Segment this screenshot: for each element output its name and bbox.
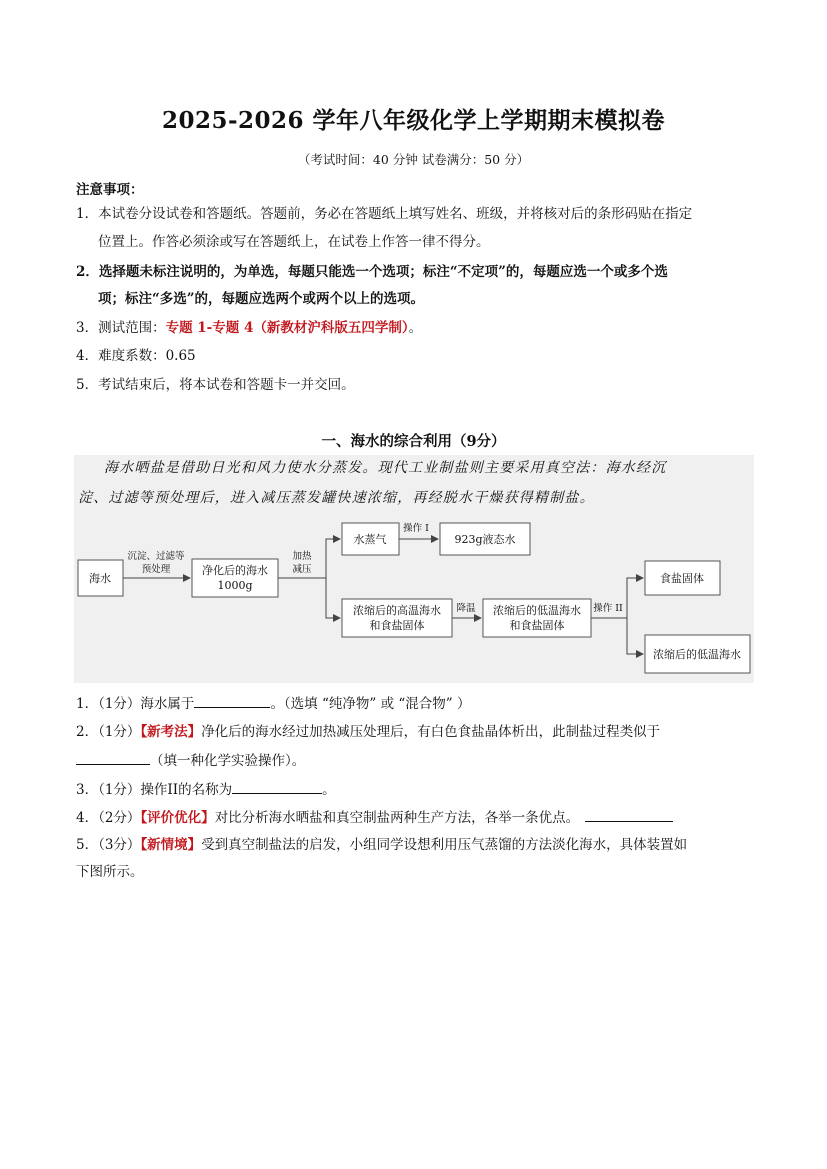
note-item-3-prefix: 3．测试范围： bbox=[76, 320, 166, 336]
test-range: 专题 1-专题 4（新教材沪科版五四学制） bbox=[165, 320, 409, 336]
label-vapor: 水蒸气 bbox=[353, 533, 387, 546]
note-item-1-line2: 位置上。作答必须涂或写在答题纸上，在试卷上作答一律不得分。 bbox=[98, 234, 490, 250]
label-final-cold: 浓缩后的低温海水 bbox=[653, 648, 741, 661]
note-item-2-line2: 项；标注“多选”的，每题应选两个或两个以上的选项。 bbox=[98, 291, 425, 307]
label-seawater: 海水 bbox=[89, 572, 111, 585]
note-item-1-line1: 1．本试卷分设试卷和答题纸。答题前，务必在答题纸上填写姓名、班级，并将核对后的条形码贴在指定 bbox=[76, 206, 693, 222]
note-item-4: 4．难度系数：0.65 bbox=[76, 348, 196, 364]
question-4 bbox=[76, 807, 673, 828]
q2-text: 净化后的海水经过加热减压处理后，有白色食盐晶体析出，此制盐过程类似于 bbox=[201, 724, 661, 740]
q1-prefix: 1．（1分）海水属于 bbox=[76, 696, 195, 712]
q4-prefix: 4．（2分） bbox=[76, 810, 141, 826]
passage-line-2: 淀、过滤等预处理后，进入减压蒸发罐快速浓缩，再经脱水干燥获得精制盐。 bbox=[78, 490, 595, 506]
passage-line-1: 海水晒盐是借助日光和风力使水分蒸发。现代工业制盐则主要采用真空法：海水经沉 bbox=[104, 460, 667, 476]
label-pretreat-2: 预处理 bbox=[141, 564, 171, 575]
q4-answer-blank[interactable] bbox=[585, 807, 673, 822]
q4-text: 对比分析海水晒盐和真空制盐两种生产方法，各举一条优点。 bbox=[214, 810, 580, 826]
label-hot-2: 和食盐固体 bbox=[369, 619, 425, 632]
q5-tag: 【新情境】 bbox=[140, 837, 202, 853]
label-heat-1: 加热 bbox=[292, 551, 312, 562]
q1-suffix: 。（选填 “纯净物” 或 “混合物” ） bbox=[270, 696, 471, 712]
q2-answer-blank[interactable] bbox=[76, 750, 150, 765]
label-op1: 操作 I bbox=[403, 523, 429, 534]
q3-answer-blank[interactable] bbox=[232, 779, 322, 794]
label-heat-2: 减压 bbox=[292, 564, 312, 575]
note-item-3-suffix: 。 bbox=[408, 320, 423, 336]
passage-box bbox=[74, 455, 754, 683]
label-purified-2: 1000g bbox=[217, 579, 253, 592]
note-item-3 bbox=[76, 318, 422, 338]
label-op2: 操作 II bbox=[593, 603, 623, 614]
label-pretreat-1: 沉淀、过滤等 bbox=[127, 551, 185, 562]
notes-heading: 注意事项： bbox=[76, 182, 144, 198]
question-5 bbox=[76, 835, 687, 855]
label-salt-solid: 食盐固体 bbox=[660, 572, 704, 585]
q2-prefix: 2．（1分） bbox=[76, 724, 141, 740]
label-cold-2: 和食盐固体 bbox=[509, 619, 565, 632]
q3-suffix: 。 bbox=[322, 782, 336, 798]
question-5-line2: 下图所示。 bbox=[76, 864, 144, 880]
arrow-to-hot bbox=[326, 578, 340, 618]
q3-prefix: 3．（1分）操作II的名称为 bbox=[76, 782, 233, 798]
section-1-title: 一、海水的综合利用（9分） bbox=[321, 433, 506, 450]
q4-tag: 【评价优化】 bbox=[140, 810, 215, 826]
question-3 bbox=[76, 779, 336, 800]
exam-title: 2025-2026 学年八年级化学上学期期末模拟卷 bbox=[161, 107, 666, 134]
q2-tag: 【新考法】 bbox=[140, 724, 202, 740]
q2-line2-text: （填一种化学实验操作）。 bbox=[150, 753, 306, 769]
arrow-to-final bbox=[627, 618, 643, 654]
label-purified-1: 净化后的海水 bbox=[202, 564, 268, 577]
question-2-line2 bbox=[76, 750, 305, 771]
q5-text: 受到真空制盐法的启发，小组同学设想利用压气蒸馏的方法淡化海水，具体装置如 bbox=[201, 837, 688, 853]
question-2 bbox=[76, 722, 660, 742]
q1-answer-blank[interactable] bbox=[194, 693, 270, 708]
label-cold-1: 浓缩后的低温海水 bbox=[493, 604, 581, 617]
exam-subtitle: （考试时间：40 分钟 试卷满分：50 分） bbox=[297, 152, 530, 167]
label-cool: 降温 bbox=[456, 603, 476, 614]
label-hot-1: 浓缩后的高温海水 bbox=[353, 604, 441, 617]
note-item-2-line1: 2．选择题未标注说明的，为单选，每题只能选一个选项；标注“不定项”的，每题应选一个或多个选 bbox=[76, 264, 668, 280]
process-flowchart bbox=[74, 455, 754, 683]
note-item-5: 5．考试结束后，将本试卷和答题卡一并交回。 bbox=[76, 377, 355, 393]
label-liquid-water: 923g液态水 bbox=[454, 533, 516, 546]
q5-prefix: 5．（3分） bbox=[76, 837, 141, 853]
question-1 bbox=[76, 693, 470, 714]
